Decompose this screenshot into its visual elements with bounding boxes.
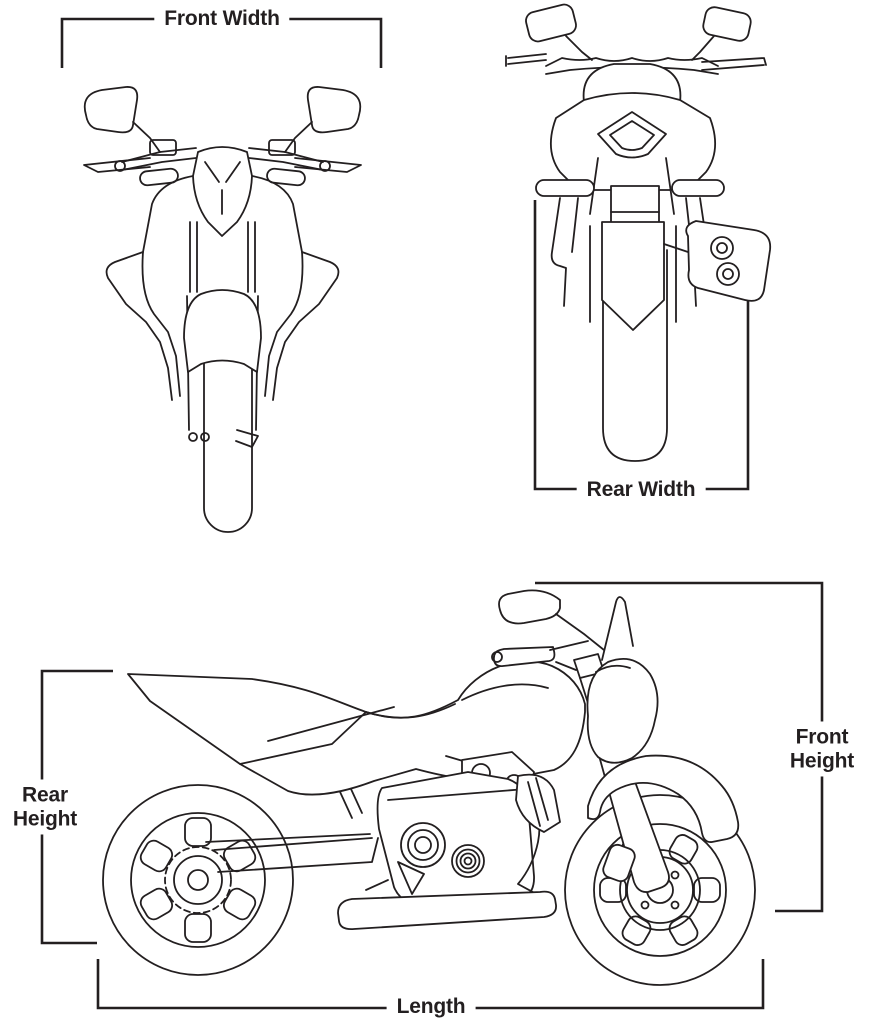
front-height-label: Front Height — [781, 721, 863, 776]
rear-height-label: Rear Height — [4, 779, 86, 834]
front-view-drawing — [84, 87, 361, 532]
front-width-label: Front Width — [154, 6, 289, 32]
side-view-drawing — [103, 590, 755, 985]
length-label: Length — [387, 994, 476, 1020]
rear-view-drawing — [506, 3, 770, 461]
rear-width-label: Rear Width — [577, 477, 706, 503]
